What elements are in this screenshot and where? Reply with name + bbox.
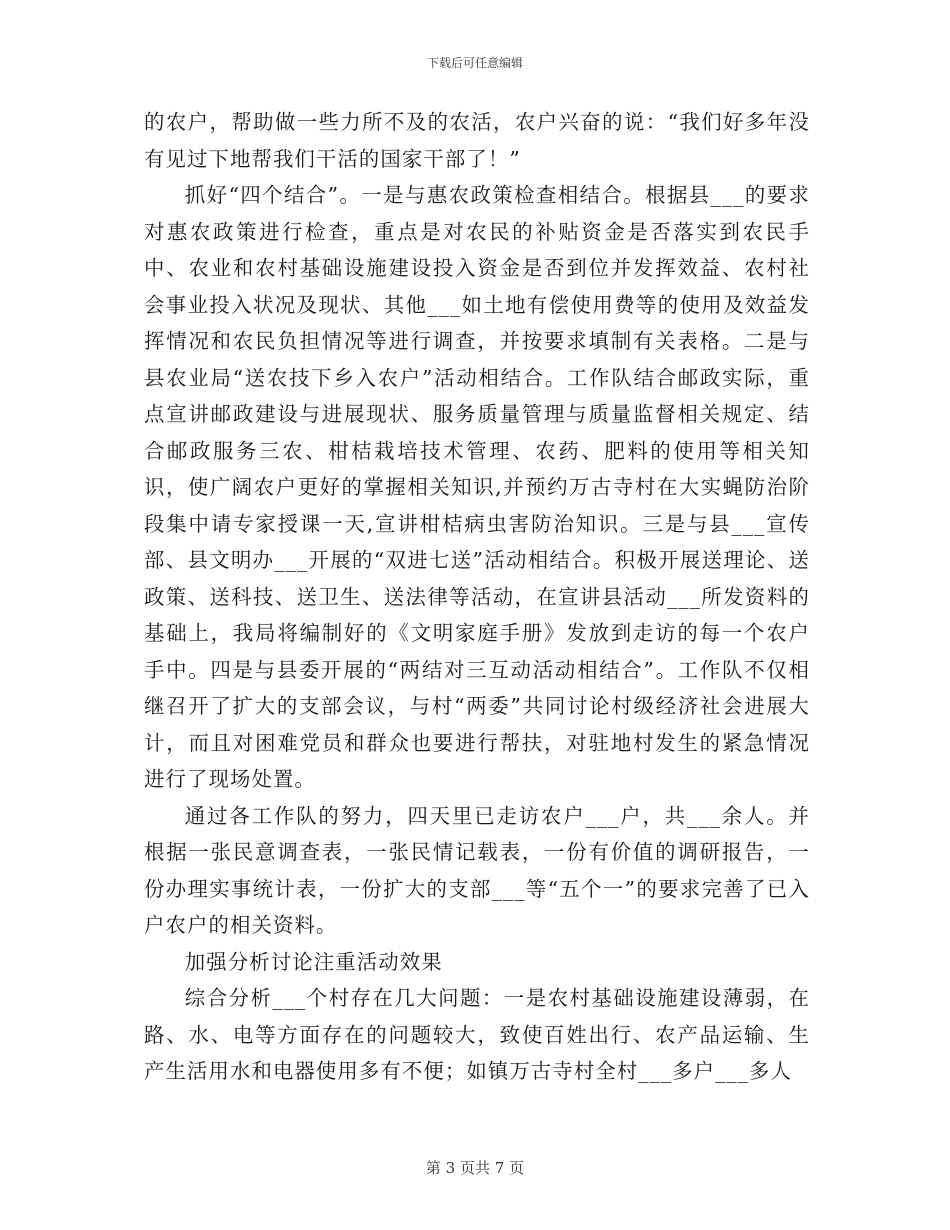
- paragraph: 通过各工作队的努力，四天里已走访农户___户，共___余人。并根据一张民意调查表，一张民情记载表，一份有价值的调研报告，一份办理实事统计表，一份扩大的支部___等“五个一”的要求完善了已入户农户的相关资料。: [144, 803, 810, 937]
- paragraph: 抓好“四个结合”。一是与惠农政策检查相结合。根据县___的要求对惠农政策进行检查，重点是对农民的补贴资金是否落实到农民手中、农业和农村基础设施建设投入资金是否到位并发挥效益、农村社会事业投入状况及现状、其他___如土地有偿使用费等的使用及效益发挥情况和农民负担情况等进行调查，并按要求填制有关表格。二是与县农业局“送农技下乡入农户”活动相结合。工作队结合邮政实际，重点宣讲邮政建设与进展现状、服务质量管理与质量监督相关规定、结合邮政服务三农、柑桔栽培技术管理、农药、肥料的使用等相关知识，使广阔农户更好的掌握相关知识,并预约万古寺村在大实蝇防治阶段集中请专家授课一天,宣讲柑桔病虫害防治知识。三是与县___宣传部、县文明办___开展的“双进七送”活动相结合。积极开展送理论、送政策、送科技、送卫生、送法律等活动，在宣讲县活动___所发资料的基础上，我局将编制好的《文明家庭手册》发放到走访的每一个农户手中。四是与县委开展的“两结对三互动活动相结合”。工作队不仅相继召开了扩大的支部会议，与村“两委”共同讨论村级经济社会进展大计，而且对困难党员和群众也要进行帮扶，对驻地村发生的紧急情况进行了现场处置。: [144, 183, 810, 791]
- document-body: [144, 104, 810, 1090]
- page-number-footer: 第 3 页共 7 页: [425, 1159, 525, 1177]
- page-header: 下载后可任意编辑: [426, 56, 523, 70]
- paragraph: 的农户，帮助做一些力所不及的农活，农户兴奋的说：“我们好多年没有见过下地帮我们干活的国家干部了！”: [144, 110, 810, 171]
- paragraph: 综合分析___个村存在几大问题：一是农村基础设施建设薄弱，在路、水、电等方面存在的问题较大，致使百姓出行、农产品运输、生产生活用水和电器使用多有不便；如镇万古寺村全村___多户___多人: [144, 986, 810, 1083]
- section-heading: 加强分析讨论注重活动效果: [184, 949, 443, 974]
